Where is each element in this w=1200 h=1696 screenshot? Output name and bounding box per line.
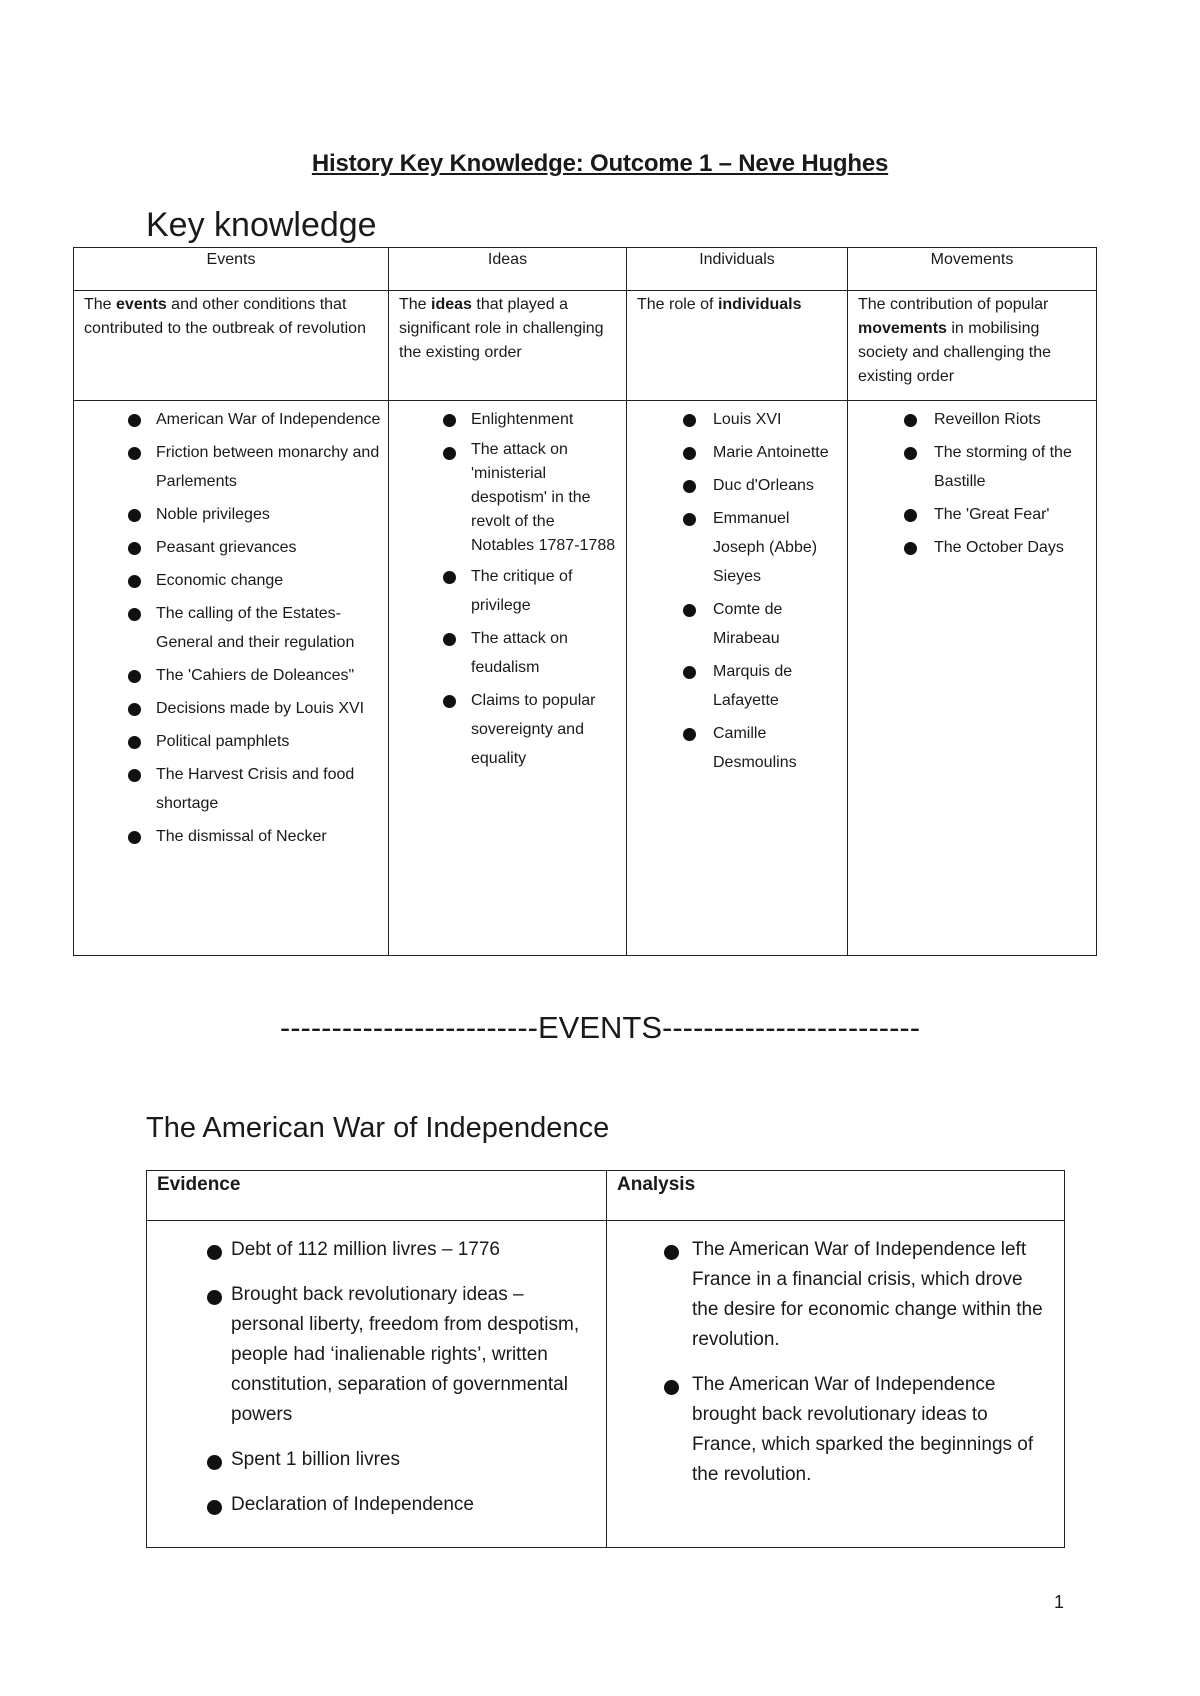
- events-list-cell: [74, 401, 389, 956]
- movements-list: [854, 405, 1090, 562]
- ideas-list: [395, 405, 620, 773]
- list-item: Political pamphlets: [80, 727, 382, 756]
- bullet-icon: [904, 414, 917, 427]
- bullet-icon: [128, 509, 141, 522]
- list-item: The Harvest Crisis and food shortage: [80, 760, 382, 818]
- list-item: Emmanuel Joseph (Abbe) Sieyes: [633, 504, 841, 591]
- page-number: 1: [1054, 1592, 1065, 1612]
- events-divider: -------------------------EVENTS-------------------------: [279, 1010, 921, 1045]
- bullet-icon: [904, 509, 917, 522]
- list-item: Brought back revolutionary ideas – personal liberty, freedom from despotism, people had ‘inalienable rights’, written constitution, separation of governmental powers: [157, 1280, 596, 1430]
- list-item: Noble privileges: [80, 500, 382, 529]
- bullet-icon: [207, 1500, 222, 1515]
- bullet-icon: [128, 831, 141, 844]
- list-item: Economic change: [80, 566, 382, 595]
- list-item: The attack on 'ministerial despotism' in the revolt of the Notables 1787-1788: [395, 438, 620, 558]
- bullet-icon: [683, 666, 696, 679]
- events-list: [80, 405, 382, 851]
- bullet-icon: [207, 1455, 222, 1470]
- evidence-header: Evidence: [147, 1171, 607, 1221]
- individuals-list-cell: [627, 401, 848, 956]
- list-item: Duc d'Orleans: [633, 471, 841, 500]
- list-item: Enlightenment: [395, 405, 620, 434]
- events-description: The events and other conditions that contributed to the outbreak of revolution: [74, 291, 389, 401]
- evidence-list: [157, 1235, 596, 1520]
- bullet-icon: [683, 447, 696, 460]
- list-item: Claims to popular sovereignty and equality: [395, 686, 620, 773]
- list-item: Comte de Mirabeau: [633, 595, 841, 653]
- bullet-icon: [664, 1245, 679, 1260]
- movements-list-cell: [848, 401, 1097, 956]
- list-item: Decisions made by Louis XVI: [80, 694, 382, 723]
- list-item: Marquis de Lafayette: [633, 657, 841, 715]
- american-war-heading: The American War of Independence: [146, 1112, 610, 1144]
- list-item: The critique of privilege: [395, 562, 620, 620]
- list-item: The attack on feudalism: [395, 624, 620, 682]
- list-item: Reveillon Riots: [854, 405, 1090, 434]
- bullet-icon: [904, 542, 917, 555]
- bullet-icon: [207, 1245, 222, 1260]
- list-item: Debt of 112 million livres – 1776: [157, 1235, 596, 1265]
- list-item: Declaration of Independence: [157, 1490, 596, 1520]
- individuals-description: The role of individuals: [627, 291, 848, 401]
- evidence-analysis-table: [146, 1170, 1065, 1548]
- bullet-icon: [443, 695, 456, 708]
- bullet-icon: [128, 670, 141, 683]
- bullet-icon: [207, 1290, 222, 1305]
- bullet-icon: [128, 608, 141, 621]
- bullet-icon: [443, 571, 456, 584]
- movements-description: The contribution of popular movements in mobilising society and challenging the existing order: [848, 291, 1097, 401]
- document-title: History Key Knowledge: Outcome 1 – Neve Hughes: [311, 150, 889, 177]
- bullet-icon: [443, 414, 456, 427]
- list-item: Peasant grievances: [80, 533, 382, 562]
- analysis-list: [617, 1235, 1054, 1490]
- list-item: The storming of the Bastille: [854, 438, 1090, 496]
- list-item: The dismissal of Necker: [80, 822, 382, 851]
- key-knowledge-table: [73, 247, 1097, 956]
- list-item: Spent 1 billion livres: [157, 1445, 596, 1475]
- evidence-cell: [147, 1221, 607, 1548]
- header-ideas: Ideas: [389, 248, 627, 291]
- header-individuals: Individuals: [627, 248, 848, 291]
- list-item: Friction between monarchy and Parlements: [80, 438, 382, 496]
- bullet-icon: [128, 703, 141, 716]
- list-item: The 'Cahiers de Doleances": [80, 661, 382, 690]
- list-item: The calling of the Estates-General and their regulation: [80, 599, 382, 657]
- bullet-icon: [443, 633, 456, 646]
- bullet-icon: [683, 414, 696, 427]
- bullet-icon: [683, 513, 696, 526]
- bullet-icon: [128, 736, 141, 749]
- list-item: Camille Desmoulins: [633, 719, 841, 777]
- analysis-header: Analysis: [607, 1171, 1065, 1221]
- bullet-icon: [128, 542, 141, 555]
- bullet-icon: [128, 769, 141, 782]
- header-movements: Movements: [848, 248, 1097, 291]
- list-item: The American War of Independence brought back revolutionary ideas to France, which sparked the beginnings of the revolution.: [617, 1370, 1054, 1490]
- list-item: American War of Independence: [80, 405, 382, 434]
- key-knowledge-heading: Key knowledge: [146, 206, 377, 244]
- ideas-description: The ideas that played a significant role in challenging the existing order: [389, 291, 627, 401]
- list-item: The October Days: [854, 533, 1090, 562]
- list-item: The American War of Independence left France in a financial crisis, which drove the desire for economic change within the revolution.: [617, 1235, 1054, 1355]
- analysis-cell: [607, 1221, 1065, 1548]
- list-item: Louis XVI: [633, 405, 841, 434]
- header-events: Events: [74, 248, 389, 291]
- bullet-icon: [683, 728, 696, 741]
- bullet-icon: [683, 480, 696, 493]
- list-item: The 'Great Fear': [854, 500, 1090, 529]
- bullet-icon: [664, 1380, 679, 1395]
- bullet-icon: [904, 447, 917, 460]
- bullet-icon: [128, 414, 141, 427]
- ideas-list-cell: [389, 401, 627, 956]
- bullet-icon: [128, 575, 141, 588]
- bullet-icon: [128, 447, 141, 460]
- bullet-icon: [683, 604, 696, 617]
- individuals-list: [633, 405, 841, 777]
- list-item: Marie Antoinette: [633, 438, 841, 467]
- bullet-icon: [443, 447, 456, 460]
